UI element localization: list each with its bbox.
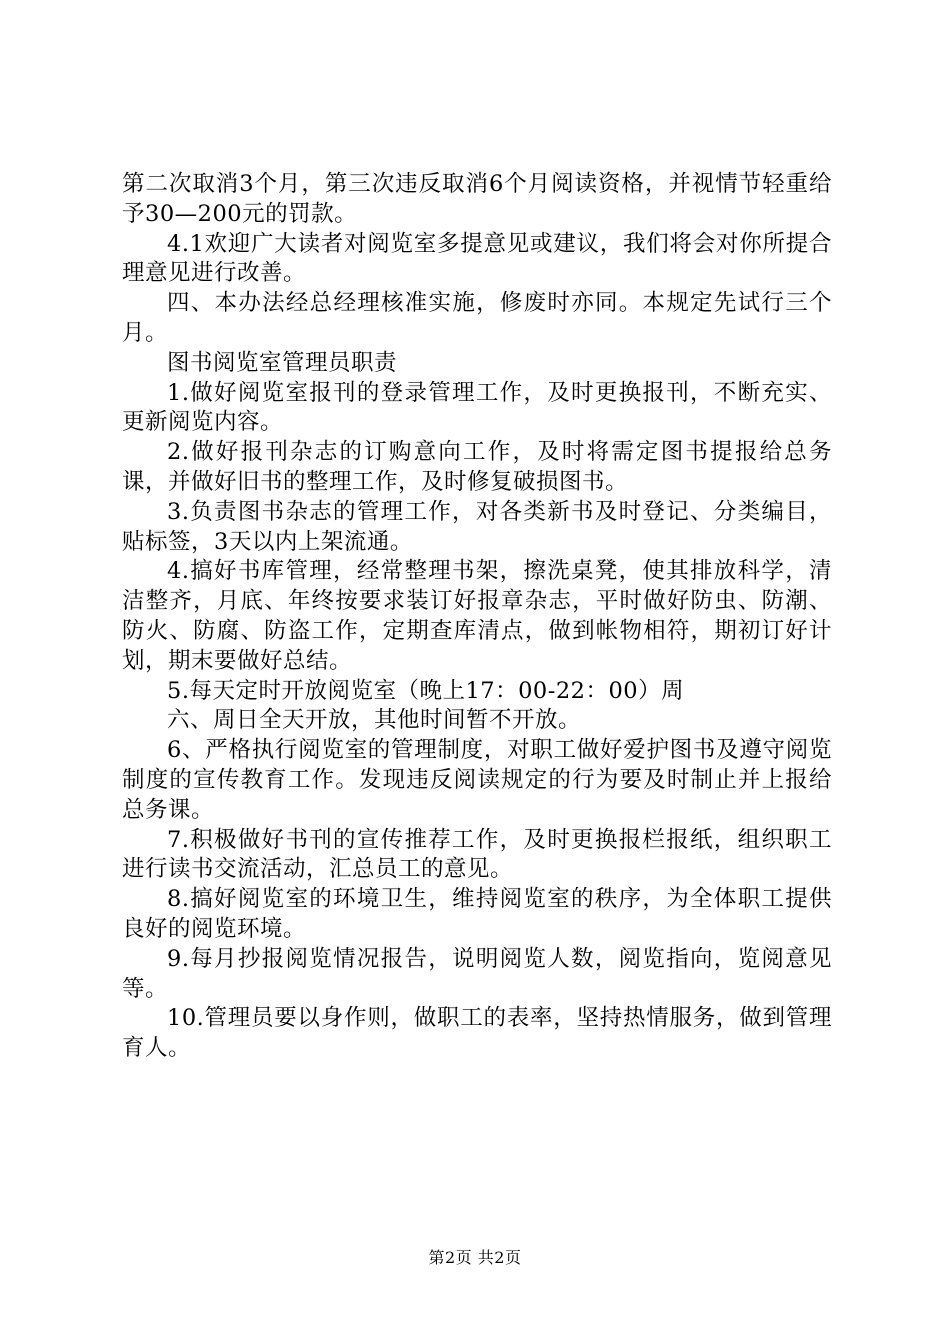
page-footer: [0, 1245, 950, 1268]
duty-item-8: 8.搞好阅览室的环境卫生，维持阅览室的秩序，为全体职工提供良好的阅览环境。: [122, 886, 832, 942]
paragraph-4-1: 4.1欢迎广大读者对阅览室多提意见或建议，我们将会对你所提合理意见进行改善。: [122, 230, 832, 287]
duty-item-3: 3.负责图书杂志的管理工作，对各类新书及时登记、分类编目，贴标签，3天以内上架流通。: [122, 498, 832, 555]
duty-item-5-continued: 六、周日全天开放，其他时间暂不开放。: [167, 707, 582, 734]
paragraph-section-4: 四、本办法经总经理核准实施，修废时亦同。本规定先试行三个月。: [122, 290, 832, 346]
duty-item-10: 10.管理员要以身作则，做职工的表率，坚持热情服务，做到管理育人。: [122, 1005, 832, 1062]
duty-item-2: 2.做好报刊杂志的订购意向工作，及时将需定图书提报给总务课，并做好旧书的整理工作，及时修复破损图书。: [122, 439, 832, 495]
duty-item-7: 7.积极做好书刊的宣传推荐工作，及时更换报栏报纸，组织职工进行读书交流活动，汇总员工的意见。: [122, 826, 832, 883]
duty-item-1: 1.做好阅览室报刊的登录管理工作，及时更换报刊，不断充实、更新阅览内容。: [122, 379, 832, 436]
duty-item-4: 4.搞好书库管理，经常整理书架，擦洗桌凳，使其排放科学，清洁整齐，月底、年终按要求装订好报章杂志，平时做好防虫、防潮、防火、防腐、防盗工作，定期查库清点，做到帐物相符，期初订好计划，期末要做好总结。: [122, 558, 832, 674]
duty-item-9: 9.每月抄报阅览情况报告，说明阅览人数，阅览指向，览阅意见等。: [122, 945, 832, 1002]
section-heading: 图书阅览室管理员职责: [167, 349, 398, 376]
duty-item-5: 5.每天定时开放阅览室（晚上17：00-22：00）周: [167, 677, 685, 704]
duty-item-6: 6、严格执行阅览室的管理制度，对职工做好爱护图书及遵守阅览制度的宣传教育工作。发现违反阅读规定的行为要及时制止并上报给总务课。: [122, 737, 832, 823]
paragraph-continuation: 第二次取消3个月，第三次违反取消6个月阅读资格，并视情节轻重给予30—200元的罚款。: [122, 171, 832, 227]
document-body: [122, 170, 832, 1064]
page-number: 第2页 共2页: [428, 1248, 522, 1267]
